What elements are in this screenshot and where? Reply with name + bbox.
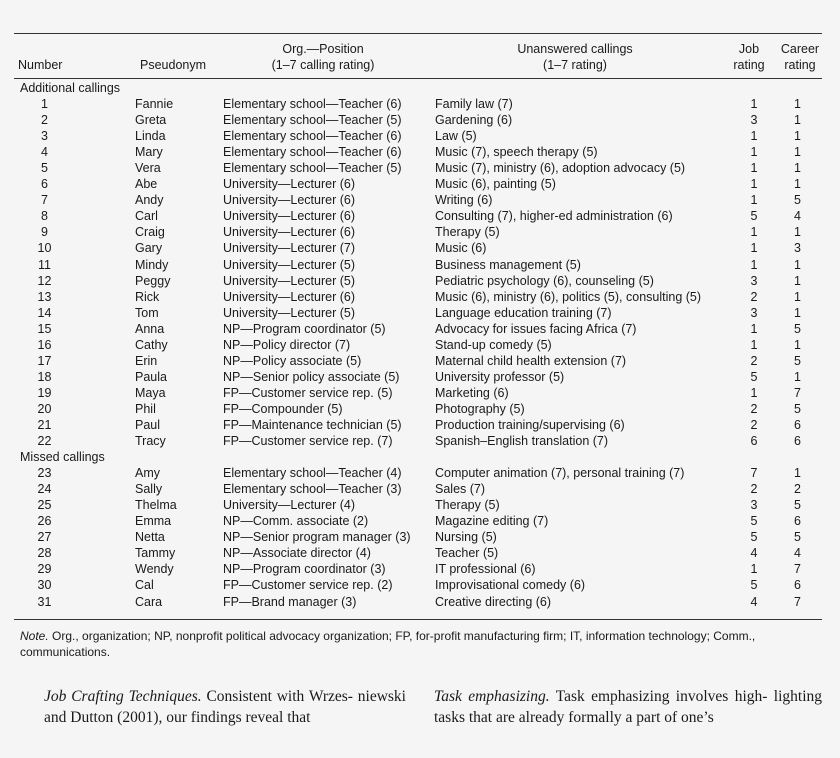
cell-pseudonym: Mindy bbox=[135, 257, 169, 272]
cell-career-rating: 7 bbox=[794, 594, 801, 609]
cell-job-rating: 3 bbox=[750, 305, 758, 320]
table-bottom-rule bbox=[14, 619, 822, 620]
cell-unanswered-callings: Music (6), ministry (6), politics (5), consulting (5) bbox=[435, 289, 702, 304]
cell-number: 27 bbox=[37, 530, 52, 545]
cell-pseudonym: Cathy bbox=[135, 337, 168, 352]
table-row bbox=[14, 433, 822, 449]
cell-career-rating: 1 bbox=[794, 177, 801, 192]
cell-career-rating: 1 bbox=[794, 161, 801, 176]
cell-pseudonym: Wendy bbox=[135, 562, 174, 577]
cell-pseudonym: Tracy bbox=[135, 434, 166, 449]
cell-career-rating: 1 bbox=[794, 273, 801, 288]
header-job-line1: Job bbox=[738, 42, 760, 56]
cell-pseudonym: Tom bbox=[135, 305, 159, 320]
cell-unanswered-callings: Therapy (5) bbox=[435, 225, 500, 240]
cell-career-rating: 5 bbox=[794, 321, 801, 336]
cell-org-position: Elementary school—Teacher (5) bbox=[223, 113, 402, 128]
cell-career-rating: 1 bbox=[794, 337, 801, 352]
cell-career-rating: 5 bbox=[794, 193, 801, 208]
cell-pseudonym: Paul bbox=[135, 418, 161, 432]
cell-org-position: University—Lecturer (4) bbox=[223, 498, 355, 513]
body-paragraph-right bbox=[434, 686, 822, 728]
cell-job-rating: 3 bbox=[750, 113, 758, 128]
cell-org-position: FP—Customer service rep. (5) bbox=[223, 385, 393, 400]
cell-number: 1 bbox=[41, 97, 48, 112]
body-left-text: Consistent with Wrzes- niewski and Dutton (2001), our findings reveal that bbox=[44, 688, 406, 726]
cell-number: 8 bbox=[41, 209, 48, 224]
cell-job-rating: 2 bbox=[750, 289, 758, 304]
cell-career-rating: 1 bbox=[794, 225, 801, 240]
cell-job-rating: 1 bbox=[750, 321, 758, 336]
cell-job-rating: 4 bbox=[750, 594, 758, 609]
cell-career-rating: 1 bbox=[794, 257, 801, 272]
cell-org-position: NP—Associate director (4) bbox=[223, 546, 371, 561]
cell-job-rating: 4 bbox=[750, 546, 758, 561]
cell-pseudonym: Thelma bbox=[135, 498, 177, 513]
cell-career-rating: 5 bbox=[794, 353, 801, 368]
cell-pseudonym: Andy bbox=[135, 193, 164, 208]
table-row bbox=[14, 353, 822, 369]
body-paragraph-left bbox=[44, 686, 406, 728]
table-row bbox=[14, 305, 822, 321]
cell-job-rating: 1 bbox=[750, 161, 758, 176]
cell-pseudonym: Craig bbox=[135, 225, 165, 240]
cell-pseudonym: Rick bbox=[135, 289, 160, 304]
section-label: Missed callings bbox=[20, 450, 105, 465]
cell-number: 10 bbox=[37, 241, 52, 256]
table-row bbox=[14, 513, 822, 529]
cell-number: 3 bbox=[41, 129, 48, 144]
cell-number: 22 bbox=[37, 434, 52, 449]
table-row bbox=[14, 96, 822, 112]
cell-number: 11 bbox=[38, 257, 51, 272]
body-left-title: Job Crafting Techniques. bbox=[44, 688, 202, 705]
cell-org-position: FP—Customer service rep. (7) bbox=[223, 434, 393, 449]
cell-number: 12 bbox=[37, 273, 52, 288]
cell-org-position: NP—Policy associate (5) bbox=[223, 353, 362, 368]
cell-unanswered-callings: Marketing (6) bbox=[435, 385, 509, 400]
cell-org-position: University—Lecturer (5) bbox=[223, 305, 355, 320]
table-row bbox=[14, 273, 822, 289]
cell-org-position: Elementary school—Teacher (3) bbox=[223, 482, 402, 497]
cell-career-rating: 1 bbox=[794, 289, 801, 304]
cell-org-position: University—Lecturer (6) bbox=[223, 177, 355, 192]
cell-job-rating: 1 bbox=[750, 225, 758, 240]
cell-pseudonym: Tammy bbox=[135, 546, 176, 561]
cell-pseudonym: Mary bbox=[135, 145, 163, 160]
cell-number: 26 bbox=[37, 514, 52, 529]
table-top-rule bbox=[14, 33, 822, 34]
header-career-line1: Career bbox=[780, 42, 820, 56]
cell-unanswered-callings: IT professional (6) bbox=[435, 562, 536, 577]
cell-career-rating: 7 bbox=[794, 562, 801, 577]
cell-unanswered-callings: Spanish–English translation (7) bbox=[435, 434, 609, 449]
cell-number: 6 bbox=[41, 177, 48, 192]
cell-career-rating: 6 bbox=[794, 434, 801, 449]
cell-org-position: Elementary school—Teacher (5) bbox=[223, 161, 402, 176]
cell-org-position: University—Lecturer (6) bbox=[223, 209, 355, 224]
cell-number: 25 bbox=[37, 498, 52, 513]
table-row bbox=[14, 208, 822, 224]
cell-number: 28 bbox=[37, 546, 52, 561]
cell-pseudonym: Emma bbox=[135, 514, 172, 529]
cell-unanswered-callings: Writing (6) bbox=[435, 193, 493, 208]
table-row bbox=[14, 289, 822, 305]
cell-number: 13 bbox=[37, 289, 52, 304]
cell-pseudonym: Vera bbox=[135, 161, 161, 176]
cell-pseudonym: Sally bbox=[135, 482, 163, 497]
cell-unanswered-callings: Music (7), ministry (6), adoption advocacy (5) bbox=[435, 161, 686, 176]
cell-unanswered-callings: Production training/supervising (6) bbox=[435, 418, 625, 432]
cell-org-position: Elementary school—Teacher (6) bbox=[223, 145, 402, 160]
body-right-text: Task emphasizing involves high- lighting tasks that are already formally a part of one’s bbox=[434, 688, 823, 726]
cell-job-rating: 1 bbox=[750, 129, 758, 144]
cell-org-position: FP—Maintenance technician (5) bbox=[223, 418, 402, 432]
cell-pseudonym: Peggy bbox=[135, 273, 171, 288]
cell-number: 31 bbox=[37, 594, 52, 609]
cell-number: 5 bbox=[41, 161, 48, 176]
cell-unanswered-callings: Improvisational comedy (6) bbox=[435, 578, 586, 593]
cell-number: 9 bbox=[41, 225, 48, 240]
cell-job-rating: 5 bbox=[750, 578, 758, 593]
cell-job-rating: 5 bbox=[750, 209, 758, 224]
cell-unanswered-callings: Consulting (7), higher-ed administration (6) bbox=[435, 209, 673, 224]
cell-career-rating: 5 bbox=[794, 498, 801, 513]
table-row bbox=[14, 369, 822, 385]
header-career-rating bbox=[775, 41, 825, 73]
cell-unanswered-callings: Language education training (7) bbox=[435, 305, 612, 320]
header-unanswered bbox=[480, 41, 670, 73]
cell-org-position: NP—Policy director (7) bbox=[223, 337, 351, 352]
cell-career-rating: 7 bbox=[794, 385, 801, 400]
cell-unanswered-callings: Advocacy for issues facing Africa (7) bbox=[435, 321, 637, 336]
cell-job-rating: 1 bbox=[750, 241, 758, 256]
cell-number: 21 bbox=[37, 418, 52, 432]
table-row bbox=[14, 497, 822, 513]
cell-pseudonym: Cal bbox=[135, 578, 154, 593]
cell-pseudonym: Netta bbox=[135, 530, 165, 545]
cell-pseudonym: Paula bbox=[135, 369, 167, 384]
cell-pseudonym: Anna bbox=[135, 321, 165, 336]
cell-unanswered-callings: Teacher (5) bbox=[435, 546, 499, 561]
cell-org-position: NP—Senior policy associate (5) bbox=[223, 369, 400, 384]
note-text: Org., organization; NP, nonprofit political advocacy organization; FP, for-profit manufacturing firm; IT, information technology; Comm., communications. bbox=[20, 629, 756, 659]
cell-job-rating: 2 bbox=[750, 401, 758, 416]
header-unanswered-line2: (1–7 rating) bbox=[543, 58, 607, 72]
table-row bbox=[14, 176, 822, 192]
body-right-title: Task emphasizing. bbox=[434, 688, 550, 705]
cell-unanswered-callings: Gardening (6) bbox=[435, 113, 513, 128]
cell-unanswered-callings: Law (5) bbox=[435, 129, 477, 144]
cell-job-rating: 5 bbox=[750, 369, 758, 384]
table-row bbox=[14, 128, 822, 144]
header-job-rating bbox=[726, 41, 772, 73]
table-row bbox=[14, 224, 822, 240]
cell-pseudonym: Carl bbox=[135, 209, 158, 224]
header-career-line2: rating bbox=[784, 58, 816, 72]
cell-career-rating: 1 bbox=[794, 305, 801, 320]
cell-unanswered-callings: Pediatric psychology (6), counseling (5) bbox=[435, 273, 654, 288]
cell-org-position: University—Lecturer (7) bbox=[223, 241, 355, 256]
cell-job-rating: 1 bbox=[750, 562, 758, 577]
cell-job-rating: 1 bbox=[750, 145, 758, 160]
cell-job-rating: 1 bbox=[750, 257, 758, 272]
note-label: Note. bbox=[20, 629, 49, 643]
cell-number: 2 bbox=[41, 113, 48, 128]
cell-pseudonym: Phil bbox=[135, 401, 156, 416]
cell-number: 20 bbox=[37, 401, 52, 416]
table-row bbox=[14, 321, 822, 337]
cell-org-position: Elementary school—Teacher (6) bbox=[223, 129, 402, 144]
cell-org-position: University—Lecturer (5) bbox=[223, 273, 355, 288]
cell-pseudonym: Gary bbox=[135, 241, 163, 256]
table-row bbox=[14, 545, 822, 561]
cell-org-position: FP—Compounder (5) bbox=[223, 401, 343, 416]
cell-unanswered-callings: Music (7), speech therapy (5) bbox=[435, 145, 598, 160]
cell-career-rating: 4 bbox=[794, 546, 801, 561]
header-org-line2: (1–7 calling rating) bbox=[271, 58, 375, 72]
cell-pseudonym: Erin bbox=[135, 353, 158, 368]
cell-number: 30 bbox=[37, 578, 52, 593]
table-row bbox=[14, 465, 822, 481]
cell-career-rating: 5 bbox=[794, 530, 801, 545]
cell-unanswered-callings: Music (6), painting (5) bbox=[435, 177, 556, 192]
header-number: Number bbox=[18, 58, 63, 72]
cell-career-rating: 6 bbox=[794, 578, 801, 593]
table-row bbox=[14, 160, 822, 176]
cell-pseudonym: Greta bbox=[135, 113, 167, 128]
cell-number: 15 bbox=[37, 321, 52, 336]
cell-unanswered-callings: Creative directing (6) bbox=[435, 594, 552, 609]
cell-pseudonym: Fannie bbox=[135, 97, 174, 112]
cell-org-position: FP—Brand manager (3) bbox=[223, 594, 357, 609]
cell-unanswered-callings: Nursing (5) bbox=[435, 530, 497, 545]
header-org-position bbox=[228, 41, 418, 73]
cell-org-position: University—Lecturer (5) bbox=[223, 257, 355, 272]
table-row bbox=[14, 257, 822, 273]
cell-job-rating: 1 bbox=[750, 97, 758, 112]
cell-pseudonym: Linda bbox=[135, 129, 166, 144]
section-header-row bbox=[14, 80, 822, 96]
table-row bbox=[14, 192, 822, 208]
cell-unanswered-callings: Maternal child health extension (7) bbox=[435, 353, 627, 368]
cell-org-position: FP—Customer service rep. (2) bbox=[223, 578, 393, 593]
cell-job-rating: 2 bbox=[750, 353, 758, 368]
cell-job-rating: 1 bbox=[750, 193, 758, 208]
table-header-rule bbox=[14, 78, 822, 79]
table-row bbox=[14, 240, 822, 256]
cell-job-rating: 1 bbox=[750, 177, 758, 192]
cell-job-rating: 1 bbox=[750, 337, 758, 352]
cell-unanswered-callings: Computer animation (7), personal training (7) bbox=[435, 466, 685, 481]
cell-unanswered-callings: Therapy (5) bbox=[435, 498, 500, 513]
cell-career-rating: 5 bbox=[794, 401, 801, 416]
cell-job-rating: 5 bbox=[750, 514, 758, 529]
cell-career-rating: 6 bbox=[794, 418, 801, 432]
cell-unanswered-callings: Sales (7) bbox=[435, 482, 486, 497]
cell-career-rating: 4 bbox=[794, 209, 801, 224]
table-row bbox=[14, 529, 822, 545]
cell-career-rating: 1 bbox=[794, 145, 801, 160]
section-label: Additional callings bbox=[20, 81, 121, 96]
cell-career-rating: 2 bbox=[794, 482, 801, 497]
table-row bbox=[14, 112, 822, 128]
cell-job-rating: 3 bbox=[750, 498, 758, 513]
cell-career-rating: 1 bbox=[794, 466, 801, 481]
cell-org-position: Elementary school—Teacher (4) bbox=[223, 466, 402, 481]
cell-career-rating: 1 bbox=[794, 113, 801, 128]
cell-org-position: NP—Program coordinator (5) bbox=[223, 321, 386, 336]
cell-org-position: University—Lecturer (6) bbox=[223, 289, 355, 304]
cell-number: 24 bbox=[37, 482, 52, 497]
cell-unanswered-callings: Music (6) bbox=[435, 241, 487, 256]
cell-job-rating: 2 bbox=[750, 418, 758, 432]
cell-number: 4 bbox=[41, 145, 48, 160]
cell-pseudonym: Abe bbox=[135, 177, 158, 192]
cell-unanswered-callings: Business management (5) bbox=[435, 257, 581, 272]
section-header-row bbox=[14, 449, 822, 465]
table-row bbox=[14, 481, 822, 497]
cell-career-rating: 1 bbox=[794, 129, 801, 144]
cell-pseudonym: Cara bbox=[135, 594, 163, 609]
cell-job-rating: 1 bbox=[750, 385, 758, 400]
cell-unanswered-callings: Photography (5) bbox=[435, 401, 525, 416]
table-row bbox=[14, 594, 822, 610]
cell-job-rating: 5 bbox=[750, 530, 758, 545]
cell-unanswered-callings: Family law (7) bbox=[435, 97, 513, 112]
cell-org-position: University—Lecturer (6) bbox=[223, 193, 355, 208]
table-note bbox=[20, 628, 825, 660]
cell-pseudonym: Amy bbox=[135, 466, 160, 481]
cell-job-rating: 3 bbox=[750, 273, 758, 288]
cell-pseudonym: Maya bbox=[135, 385, 166, 400]
cell-number: 14 bbox=[37, 305, 52, 320]
cell-org-position: University—Lecturer (6) bbox=[223, 225, 355, 240]
header-pseudonym: Pseudonym bbox=[140, 58, 207, 72]
cell-org-position: NP—Senior program manager (3) bbox=[223, 530, 411, 545]
cell-career-rating: 6 bbox=[794, 514, 801, 529]
table-row bbox=[14, 337, 822, 353]
table-row bbox=[14, 577, 822, 593]
cell-unanswered-callings: University professor (5) bbox=[435, 369, 565, 384]
cell-number: 16 bbox=[37, 337, 52, 352]
table-row bbox=[14, 417, 822, 433]
cell-number: 23 bbox=[37, 466, 52, 481]
cell-job-rating: 7 bbox=[750, 466, 758, 481]
header-unanswered-line1: Unanswered callings bbox=[517, 42, 633, 56]
cell-job-rating: 2 bbox=[750, 482, 758, 497]
cell-number: 18 bbox=[37, 369, 52, 384]
cell-org-position: NP—Program coordinator (3) bbox=[223, 562, 386, 577]
cell-career-rating: 1 bbox=[794, 97, 801, 112]
header-job-line2: rating bbox=[733, 58, 765, 72]
cell-org-position: Elementary school—Teacher (6) bbox=[223, 97, 402, 112]
table-row bbox=[14, 385, 822, 401]
cell-unanswered-callings: Stand-up comedy (5) bbox=[435, 337, 552, 352]
table-row bbox=[14, 561, 822, 577]
cell-career-rating: 1 bbox=[794, 369, 801, 384]
cell-number: 7 bbox=[41, 193, 48, 208]
cell-unanswered-callings: Magazine editing (7) bbox=[435, 514, 549, 529]
cell-number: 29 bbox=[37, 562, 52, 577]
cell-org-position: NP—Comm. associate (2) bbox=[223, 514, 369, 529]
callings-table bbox=[14, 80, 822, 610]
cell-job-rating: 6 bbox=[750, 434, 758, 449]
table-row bbox=[14, 401, 822, 417]
cell-number: 17 bbox=[37, 353, 52, 368]
cell-number: 19 bbox=[37, 385, 52, 400]
table-row bbox=[14, 144, 822, 160]
cell-career-rating: 3 bbox=[794, 241, 801, 256]
header-org-line1: Org.—Position bbox=[282, 42, 364, 56]
